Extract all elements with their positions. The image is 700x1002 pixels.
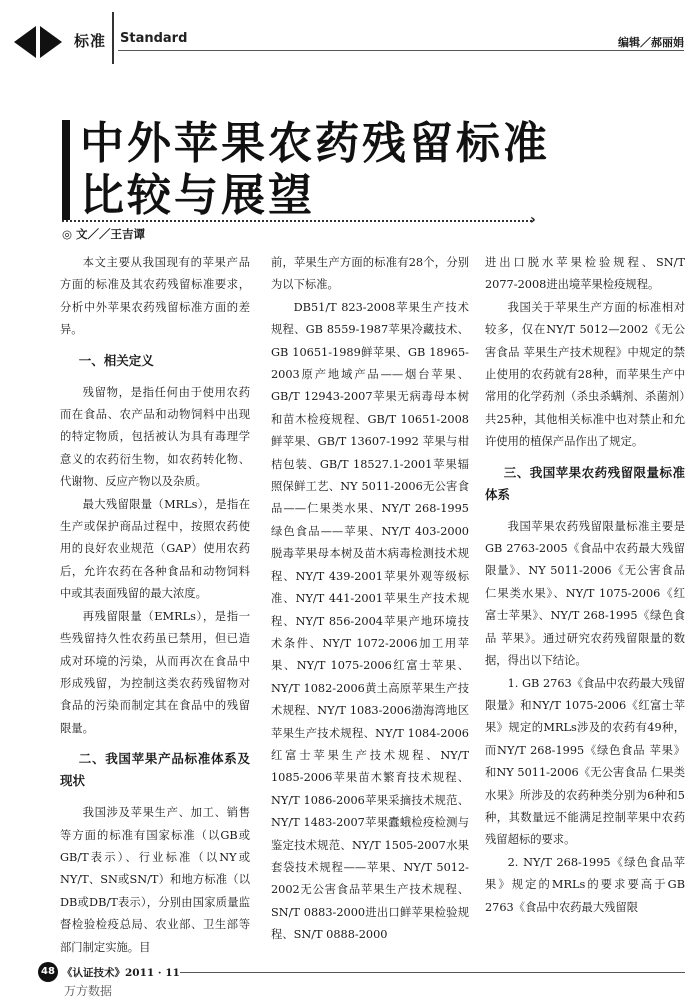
title-dotted-rule: [62, 220, 532, 222]
column-2: [271, 252, 469, 947]
arrow-right-icon: ›: [530, 212, 536, 228]
journal-issue: 《认证技术》2011 · 11: [62, 967, 180, 979]
section-heading: 三、我国苹果农药残留限量标准体系: [485, 464, 685, 502]
article-author: ◎ 文／／王吉谭: [62, 227, 146, 241]
title-line-2: 比较与展望: [80, 170, 315, 221]
title-accent-bar: [62, 120, 70, 220]
editor-credit: 编辑／郝丽娟: [618, 36, 684, 49]
paragraph: 最大残留限量（MRLs），是指在生产或保护商品过程中，按照农药使用的良好农业规范（GAP）使用农药后，允许农药在各种食品和动物饲料中或其表面残留的最大浓度。: [60, 497, 250, 601]
paragraph: 我国苹果农药残留限量标准主要是GB 2763-2005《食品中农药最大残留限量》、NY 5011-2006《无公害食品 仁果类水果》、NY/T 1075-2006《红富士苹果》、NY/T 268-1995《绿色食品 苹果》。通过研究农药残留限量的数据，得出以下结论。: [485, 519, 685, 668]
title-line-1: 中外苹果农药残留标准: [80, 118, 550, 169]
column-1: [60, 252, 250, 959]
paragraph: 1. GB 2763《食品中农药最大残留限量》和NY/T 1075-2006《红富士苹果》规定的MRLs涉及的农药有49种，而NY/T 268-1995《绿色食品 苹果》和NY 5011-2006《无公害食品 仁果类水果》所涉及的农药种类分别为6种和5种，其数量远不能满足控制苹果中农药残留超标的要求。: [485, 676, 685, 847]
paragraph: 2. NY/T 268-1995《绿色食品苹果》规定的MRLs的要求要高于GB 2763《食品中农药最大残留限: [485, 855, 685, 914]
column-3: [485, 252, 685, 919]
article-title: [80, 118, 550, 222]
paragraph: 再残留限量（EMRLs），是指一些残留持久性农药虽已禁用，但已造成对环境的污染，从而再次在食品中形成残留，为控制这类农药残留物对食品的污染而制定其在食品中的残留限量。: [60, 609, 250, 735]
footer-rule: [180, 972, 685, 973]
page-number: 48: [38, 962, 58, 982]
watermark: 万方数据: [64, 984, 113, 998]
page-footer: [0, 958, 700, 1002]
paragraph: 我国关于苹果生产方面的标准相对较多，仅在NY/T 5012—2002《无公害食品 苹果生产技术规程》中规定的禁止使用的农药就有28种，而苹果生产中常用的化学药剂（杀虫杀螨剂、杀菌剂）共25种，其他相关标准中也对禁止和允许使用的植保产品作出了规定。: [485, 300, 685, 449]
paragraph: 残留物，是指任何由于使用农药而在食品、农产品和动物饲料中出现的特定物质，包括被认为具有毒理学意义的农药衍生物，如农药转化物、代谢物、反应产物以及杂质。: [60, 385, 250, 489]
section-category-en: Standard: [120, 31, 188, 46]
section-heading: 二、我国苹果产品标准体系及现状: [60, 751, 250, 789]
header-divider: [112, 12, 114, 64]
paragraph: DB51/T 823-2008苹果生产技术规程、GB 8559-1987苹果冷藏技术、GB 10651-1989鲜苹果、GB 18965-2003原产地域产品——烟台苹果、GB/T 12943-2007苹果无病毒母本树和苗木检疫规程、GB/T 10651-2008鲜苹果、GB/T 13607-1992 苹果与柑桔包装、GB/T 18527.1-2001苹果辐照保鲜工艺、NY 5011-2006无公害食品——仁果类水果、NY/T 268-1995绿色食品——苹果、NY/T 403-2000脱毒苹果母本树及苗木病毒检测技术规程、NY/T 439-2001苹果外观等级标准、NY/T 441-2001苹果生产技术规程、NY/T 856-2004苹果产地环境技术条件、NY/T 1072-2006加工用苹果、NY/T 1075-2006红富士苹果、NY/T 1082-2006黄土高原苹果生产技术规程、NY/T 1083-2006渤海湾地区苹果生产技术规程、NY/T 1084-2006红富士苹果生产技术规程、NY/T 1085-2006苹果苗木繁育技术规程、NY/T 1086-2006苹果采摘技术规范、NY/T 1483-2007苹果蠹蛾检疫检测与鉴定技术规范、NY/T 1505-2007水果套袋技术规程——苹果、NY/T 5012-2002无公害食品苹果生产技术规程、SN/T 0883-2000进出口鲜苹果检验规程、SN/T 0888-2000: [271, 300, 469, 942]
section-heading: 一、相关定义: [78, 352, 154, 368]
paragraph: 前，苹果生产方面的标准有28个，分别为以下标准。: [271, 256, 469, 292]
page-header: [0, 0, 700, 70]
section-logo-icon: [14, 20, 66, 64]
header-rule: [118, 50, 684, 51]
paragraph: 我国涉及苹果生产、加工、销售等方面的标准有国家标准（以GB或GB/T表示）、行业标准（以NY或NY/T、SN或SN/T）和地方标准（以DB或DB/T表示），分别由国家质量监督检验检疫总局、农业部、卫生部等部门制定实施。目: [60, 806, 250, 954]
section-category: 标准: [74, 32, 107, 50]
paragraph: 进出口脱水苹果检验规程、SN/T 2077-2008进出境苹果检疫规程。: [485, 256, 685, 292]
paragraph: 本文主要从我国现有的苹果产品方面的标准及其农药残留标准要求，分析中外苹果农药残留标准方面的差异。: [60, 256, 250, 337]
